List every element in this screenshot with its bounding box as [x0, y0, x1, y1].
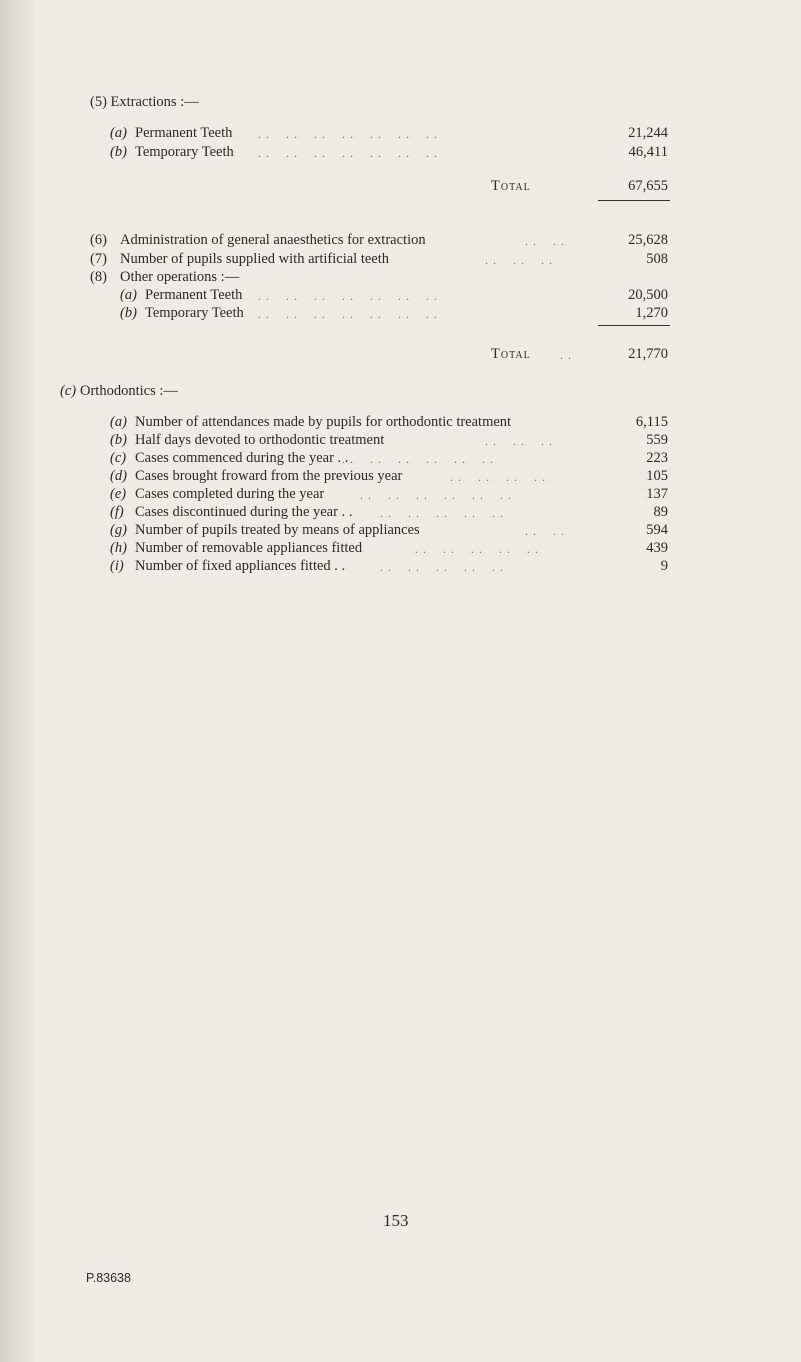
list-item-letter: (a)	[110, 414, 127, 430]
page-number: 153	[383, 1211, 409, 1230]
list-item-letter: (e)	[110, 486, 127, 502]
list-item-letter: (h)	[110, 540, 127, 556]
item-label: Temporary Teeth	[135, 144, 234, 160]
subtotal-rule	[598, 325, 670, 326]
list-item-letter: (c)	[110, 450, 127, 466]
orthodontics-heading: Orthodontics :—	[80, 383, 178, 399]
item-letter: (b)	[110, 144, 127, 160]
leader-dots: . . . . . . . . . .	[380, 560, 504, 574]
leader-dots: . . . . . .	[485, 253, 553, 267]
list-item-label: Number of removable appliances fitted	[135, 540, 363, 556]
item-value: 508	[646, 251, 668, 267]
item-letter: (b)	[120, 305, 137, 321]
list-item-value: 105	[646, 468, 668, 484]
leader-dots: . . . . . .	[485, 434, 553, 448]
item-value: 21,244	[628, 125, 668, 141]
leader-dots: . . . . . . . . . .	[380, 506, 504, 520]
item-label: Permanent Teeth	[145, 287, 243, 303]
page-edge-shadow	[0, 0, 34, 1362]
item-letter: (a)	[120, 287, 137, 303]
list-item-label: Half days devoted to orthodontic treatment	[135, 432, 385, 448]
item-label: Other operations :—	[120, 269, 240, 285]
list-item-letter: (i)	[110, 558, 124, 574]
list-item-letter: (g)	[110, 522, 127, 538]
list-item-value: 6,115	[635, 414, 668, 430]
leader-dots: . . . . . . . .	[450, 470, 546, 484]
leader-dots: . . . .	[525, 524, 565, 538]
total-value: 67,655	[628, 178, 668, 194]
list-item-label: Cases brought froward from the previous year	[135, 468, 403, 484]
list-item-letter: (f)	[110, 504, 124, 520]
leader-dots: . . . . . . . . . . . .	[342, 452, 494, 466]
list-item-label: Number of attendances made by pupils for orthodontic treatment	[135, 414, 512, 430]
leader-dots: . . . . . . . . . . . . . .	[258, 307, 438, 321]
section-letter: (c)	[60, 383, 77, 399]
list-item-label: Number of fixed appliances fitted . .	[135, 558, 346, 574]
total-rule	[598, 200, 670, 201]
item-number: (7)	[90, 251, 107, 267]
item-label: Number of pupils supplied with artificial teeth	[120, 251, 389, 267]
item-label: Permanent Teeth	[135, 125, 233, 141]
list-item-label: Cases completed during the year	[135, 486, 325, 502]
list-item-letter: (b)	[110, 432, 127, 448]
list-item-value: 439	[646, 540, 668, 556]
list-item-value: 223	[646, 450, 668, 466]
list-item-label: Cases discontinued during the year . .	[135, 504, 353, 520]
leader-dots: . .	[560, 348, 572, 362]
leader-dots: . . . .	[525, 234, 565, 248]
extractions-heading: (5) Extractions :—	[90, 94, 199, 110]
list-item-value: 594	[646, 522, 668, 538]
total-value: 21,770	[628, 346, 668, 362]
leader-dots: . . . . . . . . . . . . . .	[258, 289, 438, 303]
print-reference: P.83638	[86, 1271, 131, 1285]
leader-dots: . . . . . . . . . .	[415, 542, 539, 556]
item-number: (6)	[90, 232, 107, 248]
list-item-label: Number of pupils treated by means of appliances	[135, 522, 420, 538]
list-item-value: 89	[653, 504, 668, 520]
item-number: (8)	[90, 269, 107, 285]
list-item-value: 137	[646, 486, 668, 502]
list-item-value: 9	[660, 558, 668, 574]
leader-dots: . . . . . . . . . . . . . .	[258, 127, 438, 141]
leader-dots: . . . . . . . . . . . .	[360, 488, 512, 502]
list-item-label: Cases commenced during the year . .	[135, 450, 349, 466]
item-label: Temporary Teeth	[145, 305, 244, 321]
item-letter: (a)	[110, 125, 127, 141]
item-value: 20,500	[628, 287, 668, 303]
total-label: Total	[491, 178, 531, 194]
total-label: Total	[491, 346, 531, 362]
leader-dots: . . . . . . . . . . . . . .	[258, 146, 438, 160]
list-item-value: 559	[646, 432, 668, 448]
item-label: Administration of general anaesthetics for extraction	[120, 232, 426, 248]
list-item-letter: (d)	[110, 468, 127, 484]
item-value: 1,270	[635, 305, 668, 321]
item-value: 25,628	[628, 232, 668, 248]
item-value: 46,411	[628, 144, 668, 160]
